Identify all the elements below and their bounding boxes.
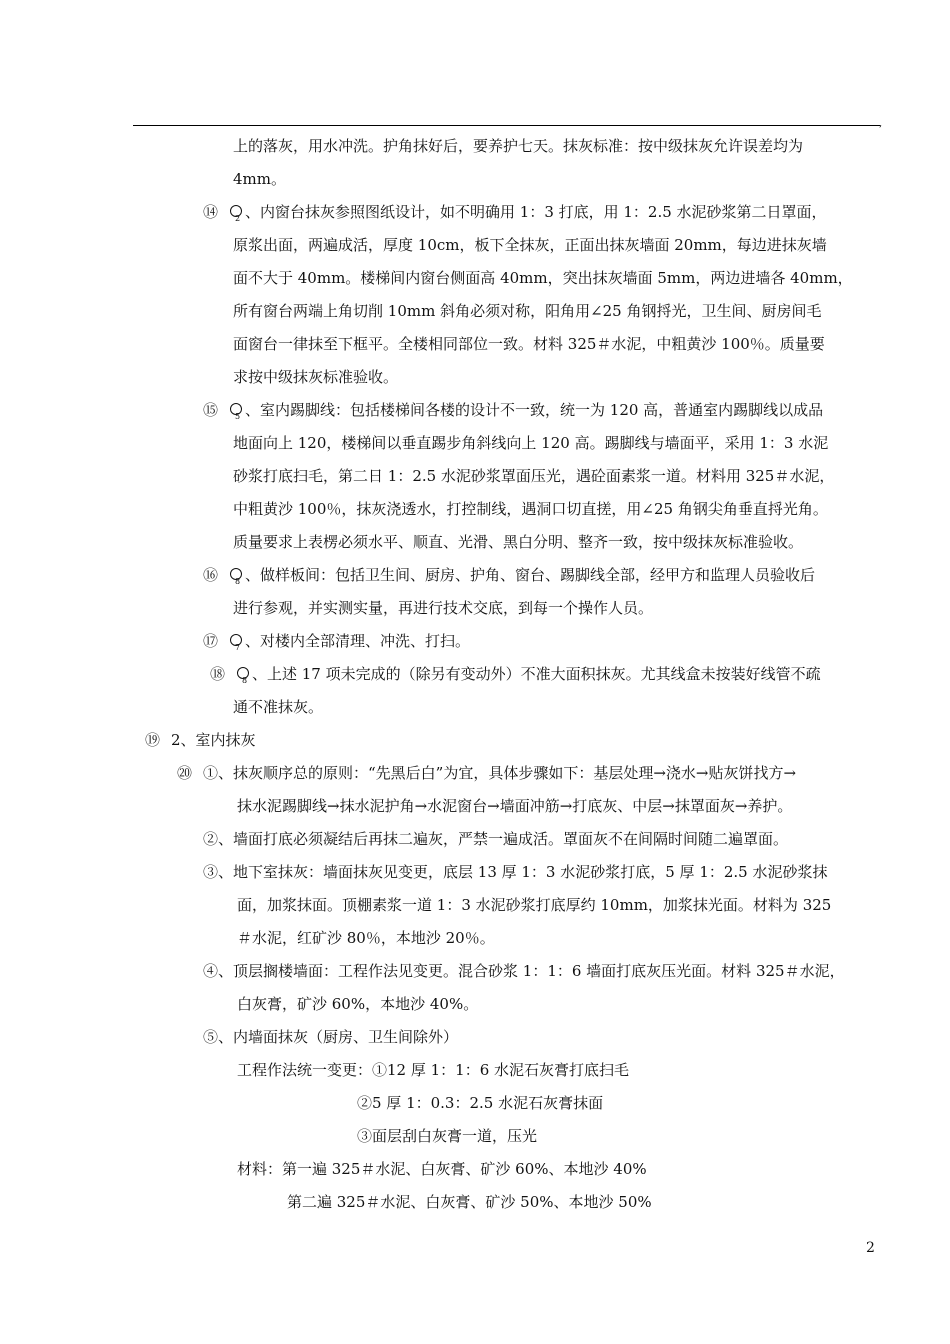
list-item-18: ⑱ 8 、上述 17 项未完成的（除另有变动外）不准大面积抹灰。尤其线盒未按装好线管不疏 [210,665,821,685]
text-line: 白灰膏，矿沙 60%，本地沙 40%。 [237,995,479,1013]
text-line: 4mm。 [233,170,286,188]
list-item-15: ⑮ 5 、室内踢脚线：包括楼梯间各楼的设计不一致，统一为 120 高，普通室内踢脚线以成品 [203,401,824,421]
text-line: 通不准抹灰。 [233,698,324,716]
list-item-17: ⑰ 7 、对楼内全部清理、冲洗、打扫。 [203,632,471,652]
item-number: ⑭ [203,203,219,221]
text-line: 材料：第一遍 325＃水泥、白灰膏、矿沙 60%、本地沙 40% [237,1160,647,1178]
section-heading: ⑲ 2、室内抹灰 [145,731,256,749]
item-number: ⑮ [203,401,219,419]
text-line: 所有窗台两端上角切削 10mm 斜角必须对称，阳角用∠25 角钢捋光，卫生间、厨房间毛 [233,302,822,320]
text-line: ③、地下室抹灰：墙面抹灰见变更，底层 13 厚 1：3 水泥砂浆打底，5 厚 1：2.5 水泥砂浆抹 [203,863,828,881]
item-number: ⑳ [177,764,193,782]
item-number: ⑱ [210,665,226,683]
text-line: ⑤、内墙面抹灰（厨房、卫生间除外） [203,1028,459,1046]
text-line: 第二遍 325＃水泥、白灰膏、矿沙 50%、本地沙 50% [287,1193,652,1211]
text-line: ②5 厚 1：0.3：2.5 水泥石灰膏抹面 [357,1094,604,1112]
text-line: ②、墙面打底必须凝结后再抹二遍灰，严禁一遍成活。罩面灰不在间隔时间随二遍罩面。 [203,830,789,848]
header-rule-mark: , [879,118,883,129]
circle-q-icon: 5 [229,403,242,416]
text-line: 求按中级抹灰标准验收。 [233,368,399,386]
list-item-16: ⑯ 8 、做样板间：包括卫生间、厨房、护角、窗台、踢脚线全部，经甲方和监理人员验收后 [203,566,816,586]
item-number: ⑲ [145,731,161,749]
circle-q-icon: 8 [229,568,242,581]
header-rule [133,125,880,126]
text-line: 砂浆打底扫毛，第二日 1：2.5 水泥砂浆罩面压光，遇砼面素浆一道。材料用 325＃水泥， [233,467,835,485]
page-number: 2 [866,1240,875,1256]
text-line: 进行参观，并实测实量，再进行技术交底，到每一个操作人员。 [233,599,654,617]
text-line: 抹水泥踢脚线→抹水泥护角→水泥窗台→墙面冲筋→打底灰、中层→抹罩面灰→养护。 [237,797,793,815]
text-line: 上的落灰，用水冲洗。护角抹好后，要养护七天。抹灰标准：按中级抹灰允许误差均为 [233,137,804,155]
item-number: ⑯ [203,566,219,584]
text-line: ＃水泥，红矿沙 80％，本地沙 20％。 [237,929,495,947]
text-line: ③面层刮白灰膏一道，压光 [357,1127,538,1145]
circle-q-icon: 8 [236,667,249,680]
text-line: 地面向上 120，楼梯间以垂直踢步角斜线向上 120 高。踢脚线与墙面平，采用 1：3 水泥 [233,434,829,452]
circle-q-icon: 7 [229,634,242,647]
circle-q-icon: 2 [229,205,242,218]
item-number: ⑰ [203,632,219,650]
text-line: 工程作法统一变更：①12 厚 1：1：6 水泥石灰膏打底扫毛 [237,1061,630,1079]
text-line: 面不大于 40mm。楼梯间内窗台侧面高 40mm，突出抹灰墙面 5mm，两边进墙各 40mm， [233,269,853,287]
text-line: 质量要求上表楞必须水平、顺直、光滑、黑白分明、整齐一致，按中级抹灰标准验收。 [233,533,804,551]
list-item-20: ⑳ ①、抹灰顺序总的原则：“先黑后白”为宜，具体步骤如下：基层处理→浇水→贴灰饼找方→ [177,764,797,782]
list-item-14: ⑭ 2 、内窗台抹灰参照图纸设计，如不明确用 1：3 打底，用 1：2.5 水泥砂浆第二日罩面， [203,203,827,223]
text-line: 面，加浆抹面。顶棚素浆一道 1：3 水泥砂浆打底厚约 10mm，加浆抹光面。材料为 325 [237,896,832,914]
text-line: 中粗黄沙 100％，抹灰浇透水，打控制线，遇洞口切直搓，用∠25 角钢尖角垂直捋光角。 [233,500,828,518]
text-line: ④、顶层搁楼墙面：工程作法见变更。混合砂浆 1：1：6 墙面打底灰压光面。材料 325＃水泥， [203,962,845,980]
text-line: 原浆出面，两遍成活，厚度 10cm，板下全抹灰，正面出抹灰墙面 20mm，每边进抹灰墙 [233,236,827,254]
text-line: 面窗台一律抹至下框平。全楼相同部位一致。材料 325＃水泥，中粗黄沙 100％。质量要 [233,335,825,353]
